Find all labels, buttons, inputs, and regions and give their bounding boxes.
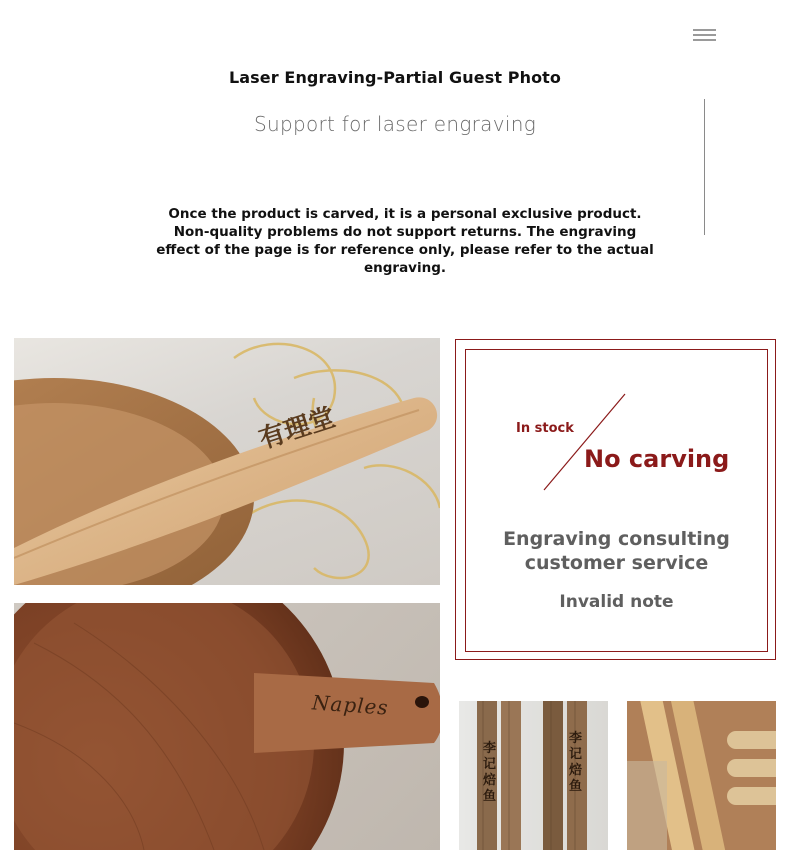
- return-notice: Once the product is carved, it is a personal exclusive product. Non-quality problems do not support returns. The engraving effect of the page is for reference only, please refer to the actual engraving.: [156, 206, 654, 276]
- board-engraving: Naples: [311, 690, 390, 720]
- in-stock-label: In stock: [516, 421, 574, 436]
- chopsticks-illustration-1: [459, 701, 608, 850]
- chopstick-engraving: 李记焙鱼: [569, 731, 583, 794]
- diagonal-slash: [540, 390, 630, 494]
- chopstick-engraving: 李记焙鱼: [483, 741, 497, 804]
- no-carving-label: No carving: [584, 445, 730, 473]
- invalid-note-text: Invalid note: [559, 592, 674, 612]
- consult-service-text: Engraving consulting customer service: [503, 528, 730, 574]
- vertical-divider: [704, 99, 705, 235]
- board-illustration: [14, 603, 440, 850]
- spoon-illustration: [14, 338, 440, 585]
- hamburger-menu-icon[interactable]: [693, 29, 716, 41]
- menu-bar: [693, 29, 716, 31]
- chopsticks-photo-1: [459, 701, 608, 850]
- chopsticks-photo-2: [627, 701, 776, 850]
- spoon-photo: [14, 338, 440, 585]
- menu-bar: [693, 34, 716, 36]
- spoon-engraving: 有理堂: [255, 402, 340, 456]
- page-title: Laser Engraving-Partial Guest Photo: [228, 68, 562, 87]
- menu-bar: [693, 39, 716, 41]
- page-subtitle: Support for laser engraving: [253, 112, 537, 136]
- chopsticks-illustration-2: [627, 701, 776, 850]
- cutting-board-photo: [14, 603, 440, 850]
